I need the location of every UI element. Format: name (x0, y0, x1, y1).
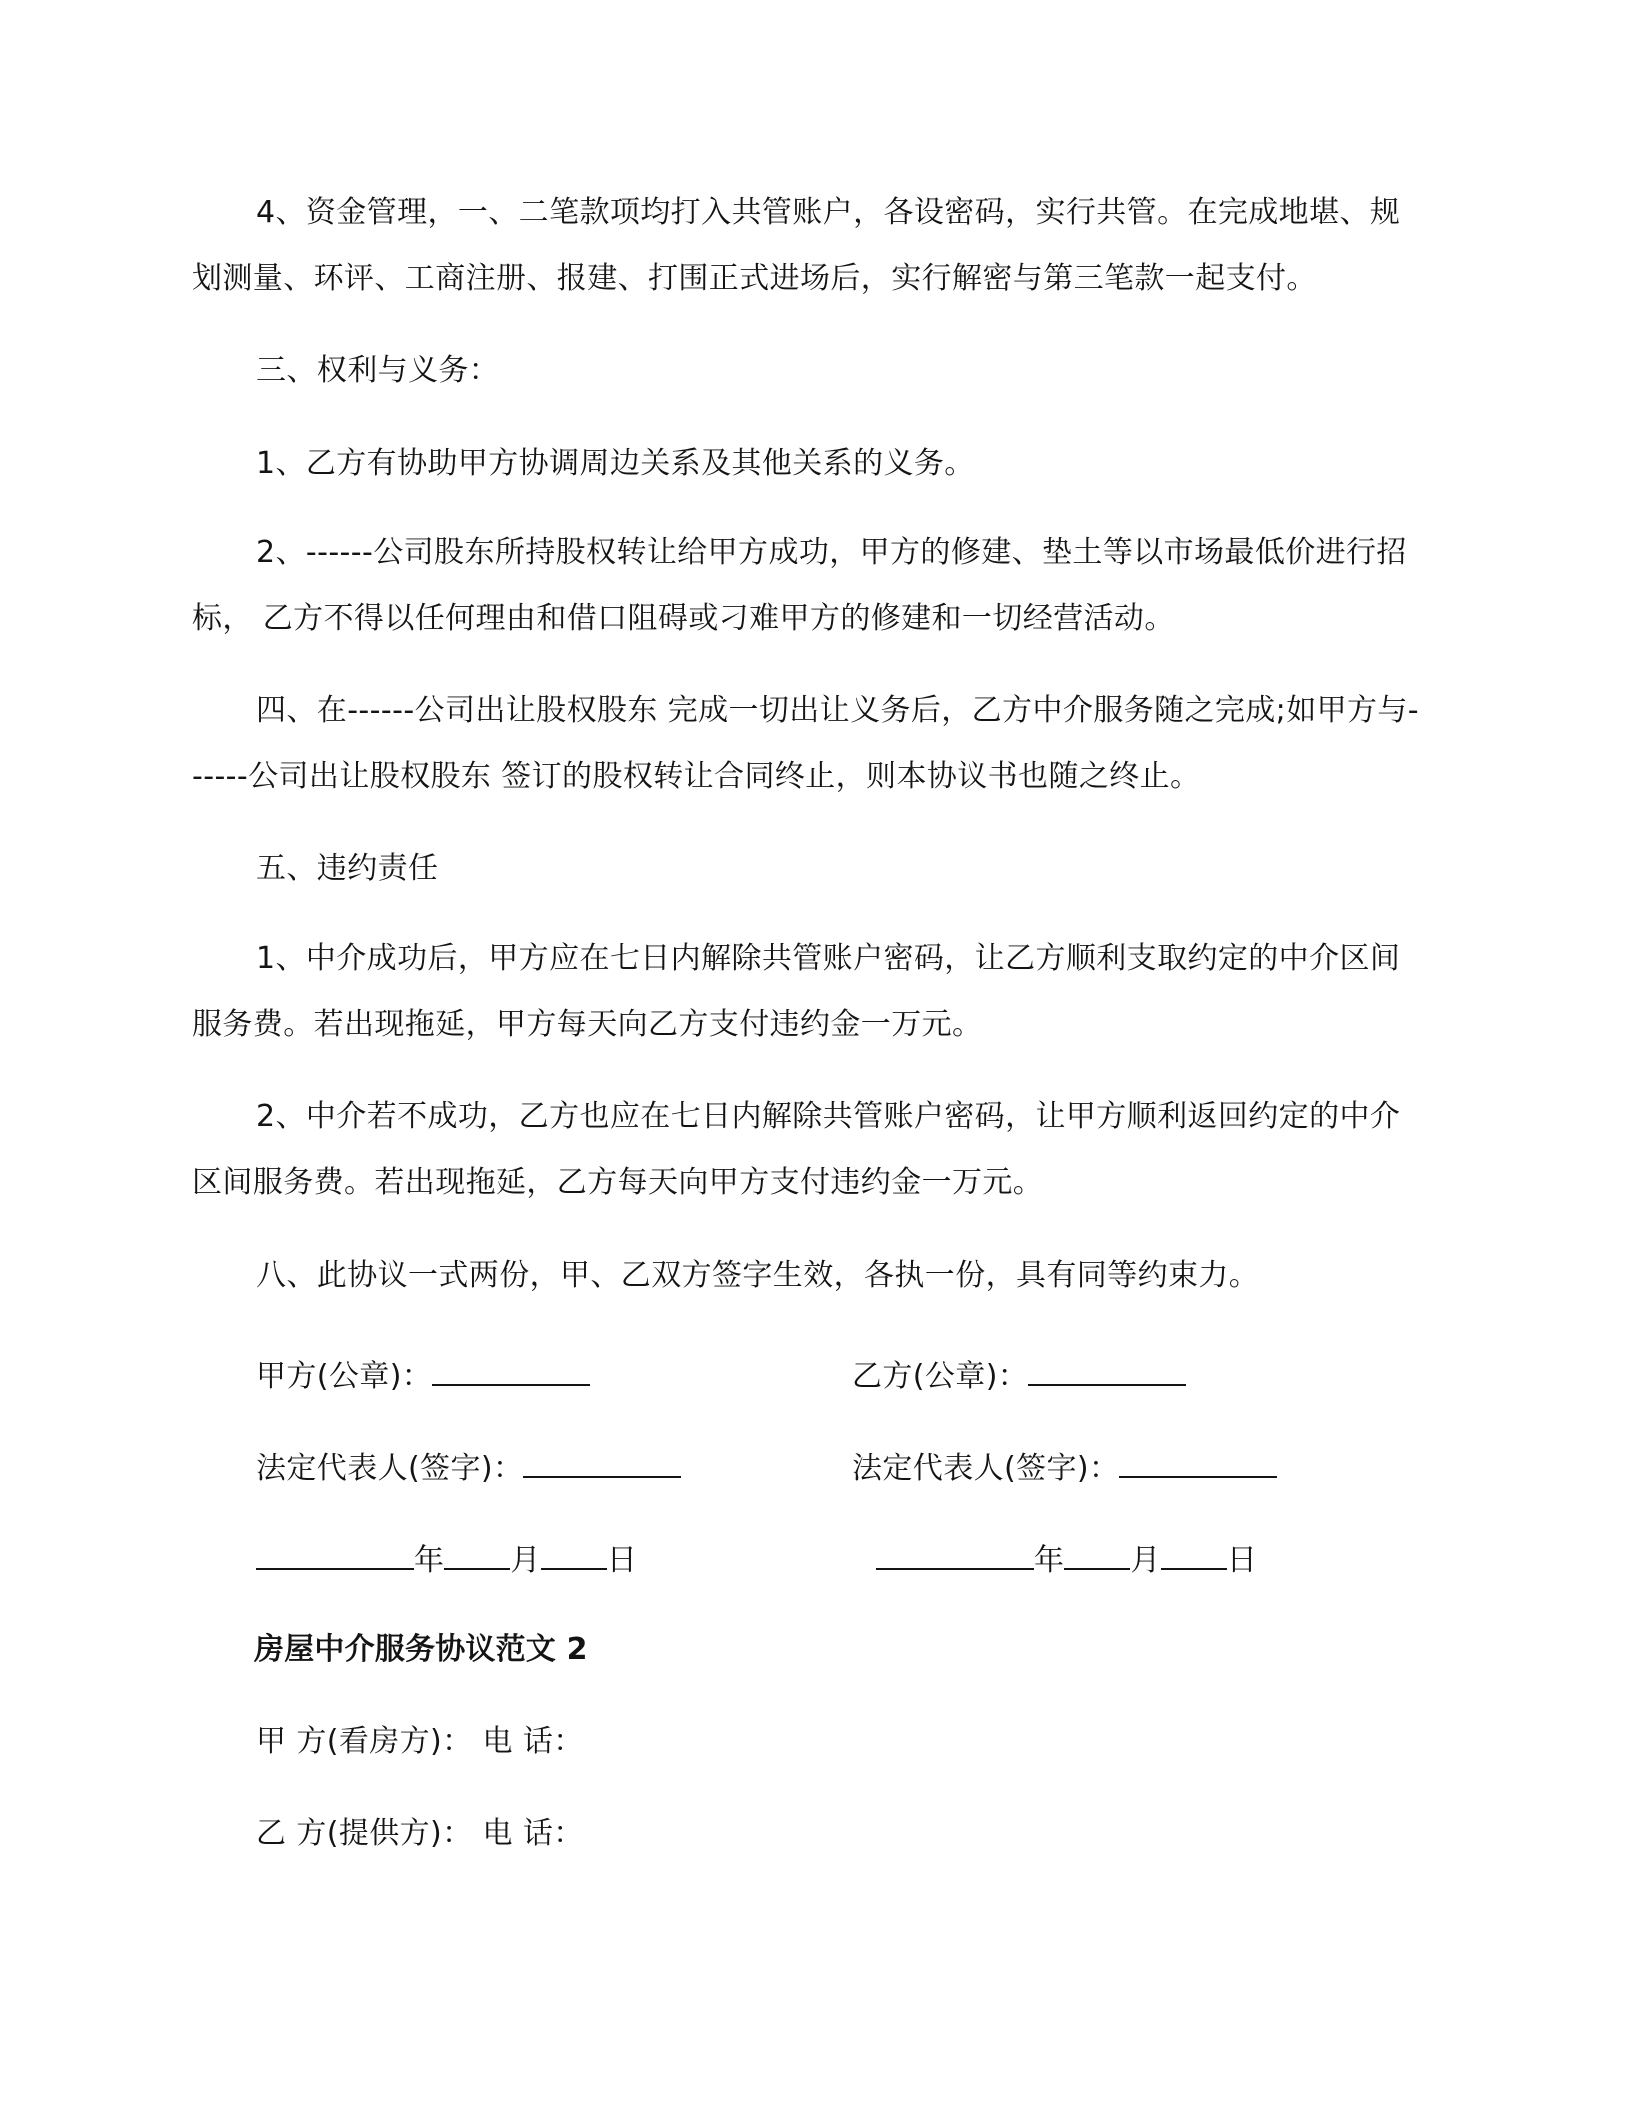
section-2-party-a: 甲 方(看房方)： 电 话： (256, 1724, 584, 1759)
date-b-year-blank (876, 1538, 1034, 1570)
date-a-month-blank (444, 1538, 510, 1570)
party-a-seal-line (256, 1354, 590, 1397)
paragraph-obligation-1: 1、乙方有协助甲方协调周边关系及其他关系的义务。 (256, 446, 975, 481)
paragraph-section-four: 四、在------公司出让股权股东 完成一切出让义务后，乙方中介服务随之完成;如甲方与------公司出让股权股东 签订的股权转让合同终止，则本协议书也随之终止。 (192, 693, 1420, 794)
date-b-line (876, 1538, 1257, 1581)
rep-b-line (852, 1446, 1277, 1489)
date-a-year-label: 年 (414, 1543, 445, 1578)
date-a-day-blank (541, 1538, 607, 1570)
date-b-month-label: 月 (1130, 1543, 1161, 1578)
heading-rights-obligations: 三、权利与义务： (256, 353, 500, 388)
heading-breach-liability: 五、违约责任 (256, 851, 439, 886)
rep-a-line (256, 1446, 681, 1489)
paragraph-fund-management: 4、资金管理，一、二笔款项均打入共管账户，各设密码，实行共管。在完成地堪、规划测量、环评、工商注册、报建、打围正式进场后，实行解密与第三笔款一起支付。 (192, 195, 1401, 296)
rep-a-blank (523, 1446, 681, 1478)
section-2-party-b: 乙 方(提供方)： 电 话： (256, 1816, 584, 1851)
date-b-year-label: 年 (1034, 1543, 1065, 1578)
paragraph-breach-2: 2、中介若不成功，乙方也应在七日内解除共管账户密码，让甲方顺利返回约定的中介区间服务费。若出现拖延，乙方每天向甲方支付违约金一万元。 (192, 1099, 1401, 1200)
party-a-seal-blank (432, 1354, 590, 1386)
rep-a-label: 法定代表人(签字)： (256, 1451, 524, 1486)
party-a-seal-label: 甲方(公章)： (256, 1359, 433, 1394)
paragraph-breach-1: 1、中介成功后，甲方应在七日内解除共管账户密码，让乙方顺利支取约定的中介区间服务费。若出现拖延，甲方每天向乙方支付违约金一万元。 (192, 941, 1401, 1042)
date-b-day-blank (1161, 1538, 1227, 1570)
paragraph-obligation-2: 2、------公司股东所持股权转让给甲方成功，甲方的修建、垫土等以市场最低价进行招标， 乙方不得以任何理由和借口阻碍或刁难甲方的修建和一切经营活动。 (192, 535, 1407, 636)
date-a-day-label: 日 (606, 1543, 638, 1578)
party-b-seal-label: 乙方(公章)： (852, 1359, 1029, 1394)
section-2-title: 房屋中介服务协议范文 2 (254, 1632, 588, 1667)
date-a-year-blank (256, 1538, 414, 1570)
date-b-month-blank (1064, 1538, 1130, 1570)
date-a-line (256, 1538, 637, 1581)
date-a-month-label: 月 (510, 1543, 541, 1578)
rep-b-blank (1119, 1446, 1277, 1478)
date-b-day-label: 日 (1226, 1543, 1258, 1578)
rep-b-label: 法定代表人(签字)： (852, 1451, 1120, 1486)
party-b-seal-line (852, 1354, 1186, 1397)
paragraph-copies: 八、此协议一式两份，甲、乙双方签字生效，各执一份，具有同等约束力。 (256, 1258, 1260, 1293)
party-b-seal-blank (1028, 1354, 1186, 1386)
